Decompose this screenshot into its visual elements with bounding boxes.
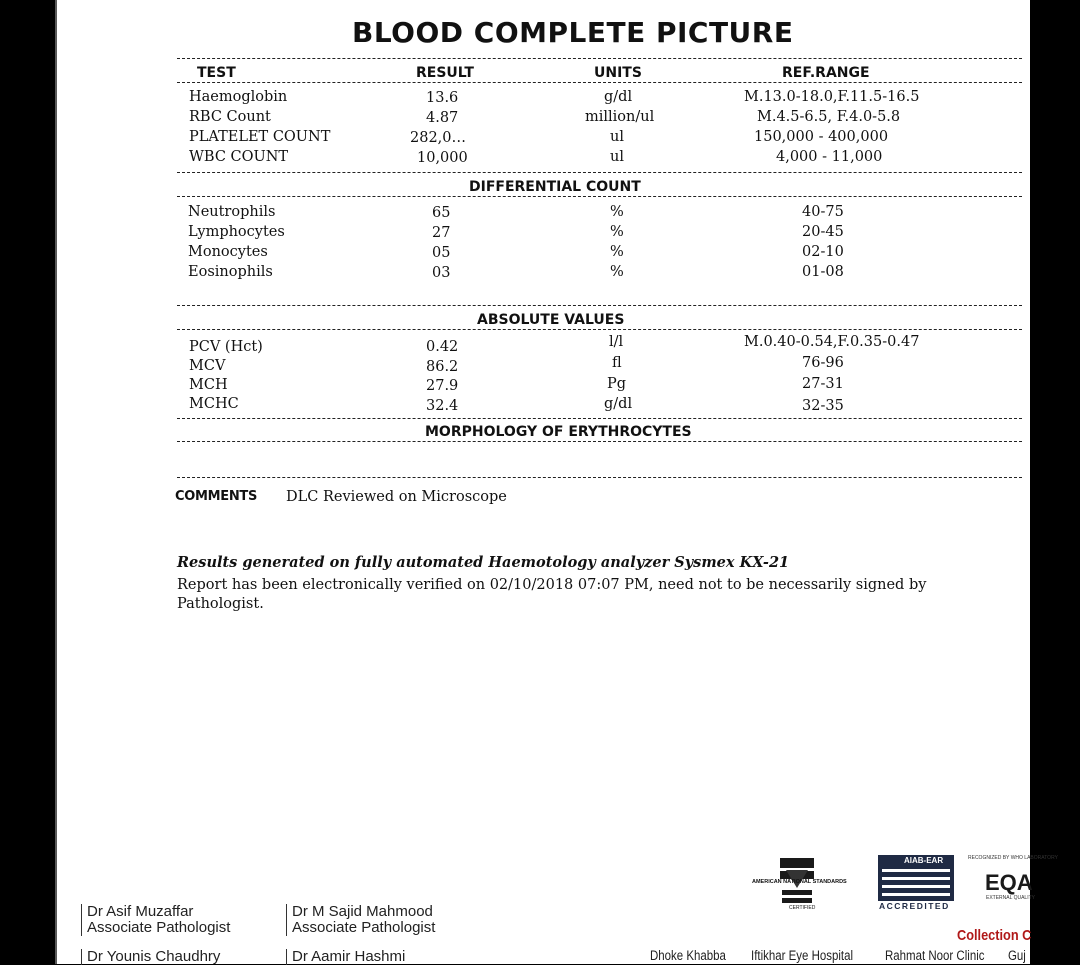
test-result: 13.6 xyxy=(426,90,459,106)
test-units: % xyxy=(610,204,624,220)
doctor-name: Dr Aamir Hashmi xyxy=(292,948,406,965)
iso-certification-logo xyxy=(752,856,847,912)
test-ref-range: 150,000 - 400,000 xyxy=(754,129,889,145)
test-name: MCHC xyxy=(189,396,239,412)
test-ref-range: 20-45 xyxy=(802,224,844,240)
test-units: % xyxy=(610,224,624,240)
divider xyxy=(177,58,1022,59)
divider xyxy=(177,329,1022,330)
divider xyxy=(177,82,1022,83)
test-result: 65 xyxy=(432,205,451,221)
test-ref-range: 4,000 - 11,000 xyxy=(776,149,883,165)
test-units: % xyxy=(610,264,624,280)
doctor-card xyxy=(286,949,405,965)
test-result: 32.4 xyxy=(426,398,459,414)
test-ref-range: M.13.0-18.0,F.11.5-16.5 xyxy=(744,89,920,105)
test-name: WBC COUNT xyxy=(189,149,289,165)
test-name: Lymphocytes xyxy=(188,224,285,240)
flag-stripe xyxy=(882,877,950,880)
doctor-title: Associate Pathologist xyxy=(87,919,231,936)
test-ref-range: 76-96 xyxy=(802,355,844,371)
test-name: Eosinophils xyxy=(188,264,273,280)
test-name: MCH xyxy=(189,377,228,393)
test-result: 282,0… xyxy=(410,130,467,146)
test-name: RBC Count xyxy=(189,109,271,125)
iso-certified: CERTIFIED xyxy=(789,905,816,911)
test-ref-range: M.4.5-6.5, F.4.0-5.8 xyxy=(757,109,901,125)
test-units: l/l xyxy=(609,334,624,350)
divider xyxy=(177,305,1022,306)
divider xyxy=(177,477,1022,478)
test-units: fl xyxy=(612,355,622,371)
collection-location: Iftikhar Eye Hospital xyxy=(751,948,854,963)
eqa-small-text: RECOGNIZED BY WHO LABORATORY xyxy=(968,855,1058,861)
test-name: PCV (Hct) xyxy=(189,339,263,355)
test-ref-range: M.0.40-0.54,F.0.35-0.47 xyxy=(744,334,920,350)
divider xyxy=(177,418,1022,419)
flag-stripe xyxy=(882,885,950,888)
doctor-card xyxy=(286,904,435,936)
doctor-name: Dr M Sajid Mahmood xyxy=(292,903,433,920)
collection-location: Guj xyxy=(1008,948,1026,963)
comments-text: DLC Reviewed on Microscope xyxy=(286,489,507,505)
aiab-flag xyxy=(878,855,954,901)
test-ref-range: 01-08 xyxy=(802,264,844,280)
section-differential-title: DIFFERENTIAL COUNT xyxy=(466,179,644,195)
test-units: ul xyxy=(610,149,624,165)
doctor-card xyxy=(81,949,220,965)
test-name: Haemoglobin xyxy=(189,89,288,105)
section-morphology-title: MORPHOLOGY OF ERYTHROCYTES xyxy=(422,424,695,440)
divider xyxy=(177,441,1022,442)
test-result: 05 xyxy=(432,245,451,261)
iso-text xyxy=(788,856,790,857)
test-result: 0.42 xyxy=(426,339,459,355)
aiab-accredited-logo xyxy=(878,855,954,911)
collection-title: Collection C xyxy=(957,927,1032,944)
report-title: BLOOD COMPLETE PICTURE xyxy=(352,16,794,49)
header-ref-range: REF.RANGE xyxy=(782,65,870,81)
test-ref-range: 27-31 xyxy=(802,376,844,392)
test-name: PLATELET COUNT xyxy=(189,129,331,145)
test-ref-range: 02-10 xyxy=(802,244,844,260)
eqa-small-text-2: EXTERNAL QUALITY xyxy=(986,895,1035,901)
test-name: Neutrophils xyxy=(188,204,276,220)
doctor-name: Dr Younis Chaudhry xyxy=(87,948,221,965)
test-ref-range: 40-75 xyxy=(802,204,844,220)
divider xyxy=(177,196,1022,197)
test-units: Pg xyxy=(607,376,627,392)
divider xyxy=(177,172,1022,173)
verification-line-2: Pathologist. xyxy=(177,596,264,612)
doctor-card xyxy=(81,904,230,936)
test-units: g/dl xyxy=(604,396,633,412)
test-units: million/ul xyxy=(585,109,655,125)
flag-stripe xyxy=(882,893,950,896)
section-absolute-title: ABSOLUTE VALUES xyxy=(474,312,627,328)
verification-line-1: Report has been electronically verified on 02/10/2018 07:07 PM, need not to be necessarily signed by xyxy=(177,577,927,593)
header-result: RESULT xyxy=(416,65,474,81)
doctor-name: Dr Asif Muzaffar xyxy=(87,903,194,920)
test-ref-range: 32-35 xyxy=(802,398,844,414)
test-units: % xyxy=(610,244,624,260)
flag-stripe xyxy=(882,869,950,872)
header-units: UNITS xyxy=(594,65,642,81)
test-units: g/dl xyxy=(604,89,633,105)
analyzer-note: Results generated on fully automated Haemotology analyzer Sysmex KX-21 xyxy=(177,554,790,571)
collection-location: Dhoke Khabba xyxy=(650,948,726,963)
header-test: TEST xyxy=(197,65,236,81)
test-units: ul xyxy=(610,129,624,145)
comments-label: COMMENTS xyxy=(175,489,258,504)
collection-location: Rahmat Noor Clinic xyxy=(885,948,985,963)
doctor-title: Associate Pathologist xyxy=(292,919,436,936)
test-result: 03 xyxy=(432,265,451,281)
aiab-top-text: AIAB-EAR xyxy=(904,856,944,865)
test-result: 27 xyxy=(432,225,451,241)
test-result: 86.2 xyxy=(426,359,459,375)
test-name: MCV xyxy=(189,358,226,374)
test-result: 27.9 xyxy=(426,378,459,394)
aiab-bottom-text: ACCREDITED xyxy=(879,901,950,911)
test-result: 10,000 xyxy=(417,150,468,166)
eqa-logo xyxy=(966,855,1058,911)
eqa-text: EQA xyxy=(985,870,1033,895)
test-result: 4.87 xyxy=(426,110,459,126)
iso-subtitle: AMERICAN NATIONAL STANDARDS xyxy=(752,879,847,885)
test-name: Monocytes xyxy=(188,244,268,260)
